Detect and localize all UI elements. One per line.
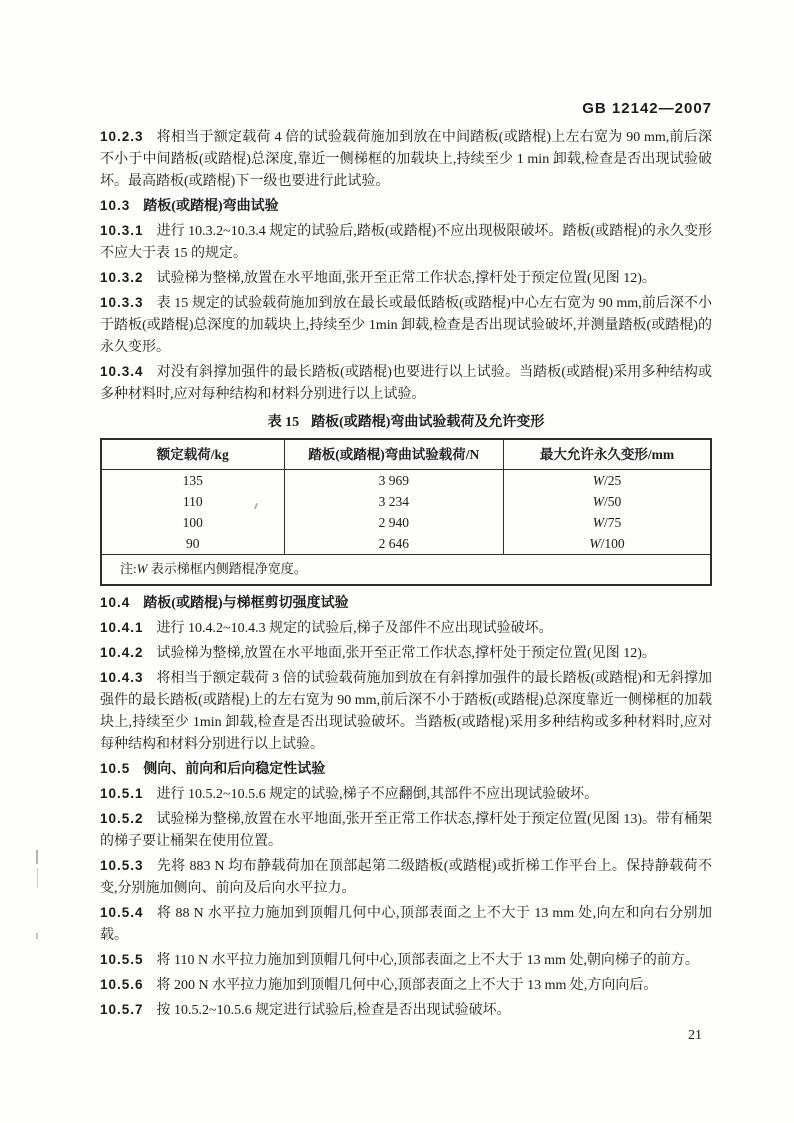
table-15-title (100, 413, 712, 433)
clause-text: 按 10.5.2~10.5.6 规定进行试验后,检查是否出现试验破坏。 (156, 1003, 511, 1018)
clause-number: 10.4.1 (100, 620, 144, 635)
scan-artifact (37, 868, 38, 888)
heading-10-5 (100, 758, 712, 781)
heading-text: 踏板(或踏棍)与梯框剪切强度试验 (143, 596, 349, 611)
clause-10-4-2 (100, 642, 712, 665)
clause-10-5-2 (100, 808, 712, 853)
table-row (101, 470, 711, 492)
clause-number: 10.3.2 (100, 270, 144, 285)
clause-text: 表 15 规定的试验载荷施加到放在最长或最低踏板(或踏棍)中心左右宽为 90 mm,前后深不小于踏板(或踏棍)总深度的加载块上,持续至少 1min 卸载,检查是否出现试验破坏,并测量踏板(或踏棍)的永久变形。 (100, 296, 712, 355)
standard-number-header: GB 12142—2007 (582, 100, 712, 117)
cell-test-load: 3 969 (284, 470, 504, 492)
clause-10-3-2 (100, 267, 712, 290)
clause-text: 进行 10.4.2~10.4.3 规定的试验后,梯子及部件不应出现试验破坏。 (156, 621, 553, 636)
table-note-row (101, 555, 711, 586)
clause-text: 先将 883 N 均布静载荷加在顶部起第二级踏板(或踏棍)或折梯工作平台上。保持静载荷不变,分别施加侧向、前向及后向水平拉力。 (100, 859, 712, 896)
heading-text: 踏板(或踏棍)弯曲试验 (143, 199, 279, 214)
clause-10-5-1 (100, 783, 712, 806)
heading-number: 10.5 (100, 761, 131, 776)
clause-text: 将 88 N 水平拉力施加到顶帽几何中心,顶部表面之上不大于 13 mm 处,向左和向右分别加载。 (100, 906, 712, 943)
clause-10-4-3 (100, 667, 712, 756)
clause-number: 10.4.3 (100, 670, 144, 685)
note-text: 表示梯框内侧踏棍净宽度。 (147, 561, 307, 576)
w-variable: W (136, 561, 148, 576)
table-15-caption: 踏板(或踏棍)弯曲试验载荷及允许变形 (311, 415, 545, 430)
heading-10-3 (100, 195, 712, 218)
w-variable: W (592, 494, 605, 509)
note-prefix: 注: (120, 561, 137, 576)
cell-rated-load: 135 (101, 470, 284, 492)
clause-10-4-1 (100, 617, 712, 640)
clause-text: 将 200 N 水平拉力施加到顶帽几何中心,顶部表面之上不大于 13 mm 处,方向向后。 (156, 978, 658, 993)
heading-number: 10.3 (100, 198, 131, 213)
clause-10-2-3 (100, 126, 712, 193)
clause-number: 10.5.4 (100, 905, 144, 920)
w-variable: W (592, 515, 605, 530)
clause-10-5-7 (100, 999, 712, 1022)
heading-number: 10.4 (100, 595, 131, 610)
clause-text: 进行 10.5.2~10.5.6 规定的试验,梯子不应翻倒,其部件不应出现试验破坏。 (156, 787, 599, 802)
clause-10-3-4 (100, 361, 712, 406)
deformation-fraction: /25 (604, 473, 622, 488)
heading-text: 侧向、前向和后向稳定性试验 (143, 762, 326, 777)
cell-test-load: 2 646 (284, 533, 504, 555)
clause-number: 10.3.4 (100, 364, 144, 379)
w-variable: W (592, 473, 605, 488)
clause-text: 对没有斜撑加强件的最长踏板(或踏棍)也要进行以上试验。当踏板(或踏棍)采用多种结构或多种材料时,应对每种结构和材料分别进行以上试验。 (100, 365, 712, 402)
clause-text: 将相当于额定载荷 3 倍的试验载荷施加到放在有斜撑加强件的最长踏板(或踏棍)和无斜撑加强件的最长踏板(或踏棍)上的左右宽为 90 mm,前后深不小于踏板(或踏棍)总深度靠近一侧梯框的加载块上,持续至少 1min 卸载,检查是否出现试验破坏。当踏板(或踏棍)采用多种结构或多种材料时,应对每种结构和材料分别进行以上试验。 (100, 671, 712, 752)
clause-text: 试验梯为整梯,放置在水平地面,张开至正常工作状态,撑杆处于预定位置(见图 12)。 (156, 646, 656, 661)
cell-deformation (504, 533, 711, 555)
clause-10-3-1 (100, 220, 712, 265)
clause-number: 10.5.5 (100, 952, 144, 967)
table-row (101, 533, 711, 555)
cell-test-load: 3 234 (284, 491, 504, 512)
clause-number: 10.4.2 (100, 645, 144, 660)
scan-artifact (36, 850, 38, 864)
table-15-label: 表 15 (267, 415, 300, 430)
clause-10-3-3 (100, 292, 712, 359)
clause-number: 10.5.1 (100, 786, 144, 801)
page-body (100, 126, 712, 1024)
clause-text: 试验梯为整梯,放置在水平地面,张开至正常工作状态,撑杆处于预定位置(见图 13)。带有桶架的梯子要让桶架在使用位置。 (100, 812, 712, 849)
deformation-fraction: /75 (604, 515, 622, 530)
clause-number: 10.5.2 (100, 811, 144, 826)
page-number: 21 (688, 1028, 702, 1043)
cell-deformation (504, 470, 711, 492)
clause-10-5-5 (100, 949, 712, 972)
table-header-row (101, 439, 711, 470)
clause-text: 试验梯为整梯,放置在水平地面,张开至正常工作状态,撑杆处于预定位置(见图 12)。 (156, 271, 656, 286)
clause-number: 10.3.3 (100, 295, 144, 310)
clause-text: 进行 10.3.2~10.3.4 规定的试验后,踏板(或踏棍)不应出现极限破坏。踏板(或踏棍)的永久变形不应大于表 15 的规定。 (100, 224, 712, 261)
table-15 (100, 438, 712, 586)
clause-number: 10.5.7 (100, 1002, 144, 1017)
deformation-fraction: /50 (604, 494, 622, 509)
cell-rated-load: 90 (101, 533, 284, 555)
table-row (101, 512, 711, 533)
clause-text: 将 110 N 水平拉力施加到顶帽几何中心,顶部表面之上不大于 13 mm 处,朝向梯子的前方。 (156, 953, 699, 968)
clause-10-5-6 (100, 974, 712, 997)
clause-number: 10.5.6 (100, 977, 144, 992)
clause-10-5-3 (100, 855, 712, 900)
heading-10-4 (100, 592, 712, 615)
scan-artifact (36, 933, 38, 939)
clause-number: 10.5.3 (100, 858, 144, 873)
cell-rated-load: 110 (101, 491, 284, 512)
deformation-fraction: /100 (600, 536, 625, 551)
col-header-rated-load: 额定载荷/kg (101, 439, 284, 470)
cell-rated-load: 100 (101, 512, 284, 533)
cell-deformation (504, 512, 711, 533)
clause-10-5-4 (100, 902, 712, 947)
table-row (101, 491, 711, 512)
col-header-max-permanent-deformation: 最大允许永久变形/mm (504, 439, 711, 470)
col-header-bending-test-load: 踏板(或踏棍)弯曲试验载荷/N (284, 439, 504, 470)
cell-test-load: 2 940 (284, 512, 504, 533)
clause-number: 10.3.1 (100, 223, 144, 238)
cell-deformation (504, 491, 711, 512)
clause-number: 10.2.3 (100, 129, 144, 144)
table-note (101, 555, 711, 586)
clause-text: 将相当于额定载荷 4 倍的试验载荷施加到放在中间踏板(或踏棍)上左右宽为 90 mm,前后深不小于中间踏板(或踏棍)总深度,靠近一侧梯框的加载块上,持续至少 1 min 卸载,检查是否出现试验破坏。最高踏板(或踏棍)下一级也要进行此试验。 (100, 130, 712, 189)
w-variable: W (589, 536, 601, 551)
